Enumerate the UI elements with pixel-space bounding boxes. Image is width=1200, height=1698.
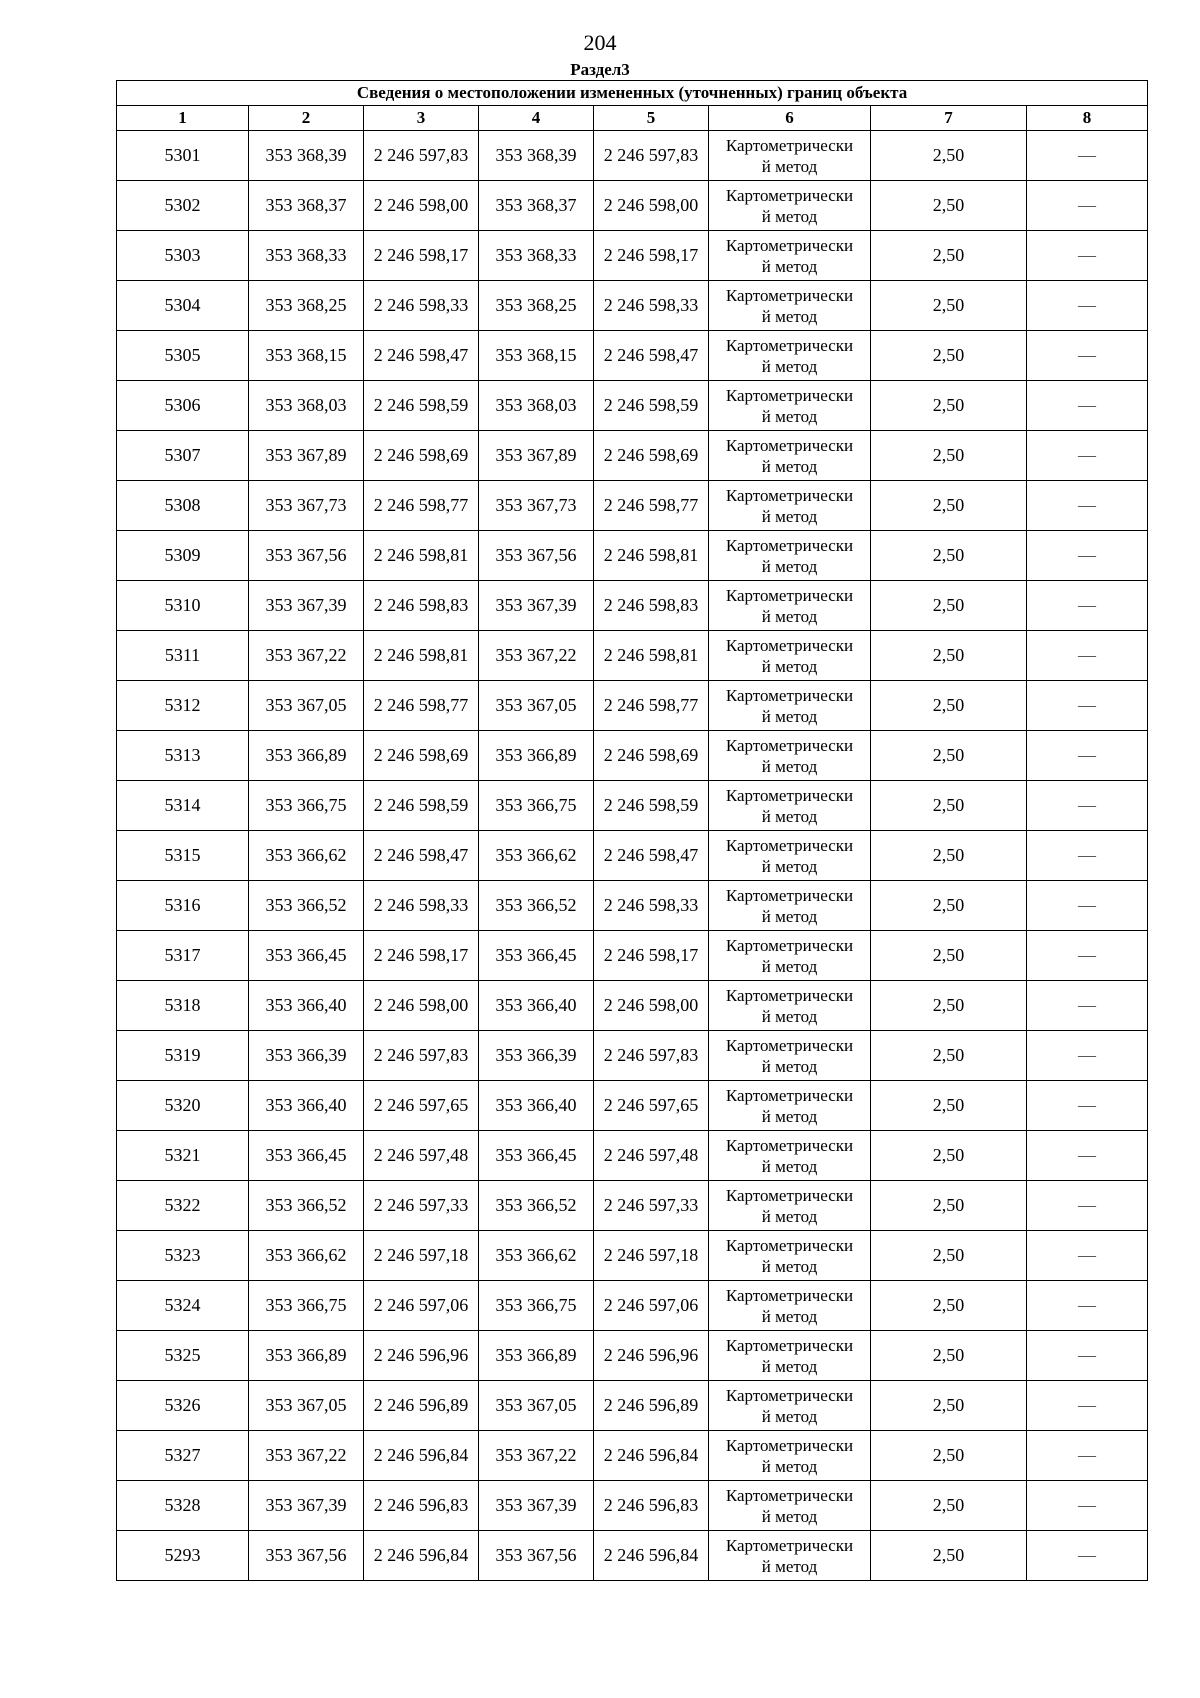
table-row [117, 1481, 1148, 1531]
cell-x-new: 353 366,62 [479, 1231, 594, 1281]
cell-precision: 2,50 [871, 131, 1027, 181]
cell-y-new: 2 246 598,77 [594, 481, 709, 531]
table-row [117, 831, 1148, 881]
cell-x-new: 353 366,52 [479, 1181, 594, 1231]
cell-y-existing: 2 246 597,33 [364, 1181, 479, 1231]
cell-y-existing: 2 246 597,83 [364, 131, 479, 181]
cell-method: Картометрически й метод [709, 1531, 871, 1581]
cell-method: Картометрически й метод [709, 331, 871, 381]
cell-point-number: 5303 [117, 231, 249, 281]
cell-precision: 2,50 [871, 1531, 1027, 1581]
cell-x-new: 353 366,45 [479, 1131, 594, 1181]
cell-x-new: 353 367,05 [479, 1381, 594, 1431]
cell-x-existing: 353 368,39 [249, 131, 364, 181]
table-row [117, 781, 1148, 831]
cell-precision: 2,50 [871, 1281, 1027, 1331]
table-row [117, 581, 1148, 631]
cell-method: Картометрически й метод [709, 781, 871, 831]
cell-description: — [1027, 281, 1148, 331]
cell-y-existing: 2 246 598,77 [364, 681, 479, 731]
cell-description: — [1027, 131, 1148, 181]
cell-x-existing: 353 367,73 [249, 481, 364, 531]
cell-precision: 2,50 [871, 981, 1027, 1031]
cell-method: Картометрически й метод [709, 1381, 871, 1431]
cell-method: Картометрически й метод [709, 181, 871, 231]
table-row [117, 1531, 1148, 1581]
cell-method: Картометрически й метод [709, 481, 871, 531]
cell-method: Картометрически й метод [709, 881, 871, 931]
page-number: 204 [583, 30, 617, 55]
cell-y-existing: 2 246 596,89 [364, 1381, 479, 1431]
cell-precision: 2,50 [871, 431, 1027, 481]
cell-method: Картометрически й метод [709, 281, 871, 331]
cell-y-existing: 2 246 596,84 [364, 1431, 479, 1481]
cell-point-number: 5305 [117, 331, 249, 381]
cell-x-existing: 353 366,40 [249, 1081, 364, 1131]
cell-point-number: 5304 [117, 281, 249, 331]
cell-y-new: 2 246 598,17 [594, 931, 709, 981]
cell-point-number: 5309 [117, 531, 249, 581]
cell-x-existing: 353 367,39 [249, 581, 364, 631]
cell-precision: 2,50 [871, 381, 1027, 431]
cell-x-new: 353 366,62 [479, 831, 594, 881]
table-row [117, 1131, 1148, 1181]
cell-point-number: 5313 [117, 731, 249, 781]
cell-x-new: 353 367,56 [479, 531, 594, 581]
cell-y-existing: 2 246 596,84 [364, 1531, 479, 1581]
cell-x-new: 353 366,75 [479, 781, 594, 831]
cell-description: — [1027, 781, 1148, 831]
table-row [117, 381, 1148, 431]
column-header-5: 5 [594, 106, 709, 131]
cell-method: Картометрически й метод [709, 131, 871, 181]
cell-x-existing: 353 366,89 [249, 731, 364, 781]
cell-description: — [1027, 481, 1148, 531]
cell-description: — [1027, 881, 1148, 931]
cell-x-existing: 353 366,45 [249, 931, 364, 981]
cell-x-existing: 353 366,39 [249, 1031, 364, 1081]
cell-x-existing: 353 368,33 [249, 231, 364, 281]
cell-x-existing: 353 367,22 [249, 631, 364, 681]
cell-x-existing: 353 366,45 [249, 1131, 364, 1181]
cell-y-existing: 2 246 596,96 [364, 1331, 479, 1381]
cell-description: — [1027, 1181, 1148, 1231]
cell-x-new: 353 367,22 [479, 1431, 594, 1481]
cell-precision: 2,50 [871, 881, 1027, 931]
cell-y-existing: 2 246 598,83 [364, 581, 479, 631]
cell-precision: 2,50 [871, 231, 1027, 281]
cell-point-number: 5325 [117, 1331, 249, 1381]
cell-point-number: 5322 [117, 1181, 249, 1231]
cell-precision: 2,50 [871, 631, 1027, 681]
cell-description: — [1027, 831, 1148, 881]
cell-y-new: 2 246 598,81 [594, 631, 709, 681]
cell-x-new: 353 367,73 [479, 481, 594, 531]
cell-point-number: 5293 [117, 1531, 249, 1581]
cell-point-number: 5328 [117, 1481, 249, 1531]
cell-precision: 2,50 [871, 931, 1027, 981]
cell-x-new: 353 366,45 [479, 931, 594, 981]
cell-y-new: 2 246 597,65 [594, 1081, 709, 1131]
column-header-6: 6 [709, 106, 871, 131]
cell-x-new: 353 367,39 [479, 581, 594, 631]
cell-y-new: 2 246 598,47 [594, 331, 709, 381]
cell-y-new: 2 246 598,00 [594, 181, 709, 231]
cell-y-new: 2 246 598,00 [594, 981, 709, 1031]
cell-precision: 2,50 [871, 1481, 1027, 1531]
table-row [117, 631, 1148, 681]
table-row [117, 281, 1148, 331]
cell-y-existing: 2 246 598,00 [364, 181, 479, 231]
cell-point-number: 5306 [117, 381, 249, 431]
table-row [117, 1331, 1148, 1381]
cell-x-new: 353 366,52 [479, 881, 594, 931]
cell-point-number: 5310 [117, 581, 249, 631]
table-row [117, 731, 1148, 781]
cell-x-new: 353 368,33 [479, 231, 594, 281]
column-header-3: 3 [364, 106, 479, 131]
cell-x-new: 353 368,37 [479, 181, 594, 231]
cell-method: Картометрически й метод [709, 981, 871, 1031]
cell-y-new: 2 246 596,84 [594, 1531, 709, 1581]
cell-x-new: 353 366,39 [479, 1031, 594, 1081]
cell-precision: 2,50 [871, 1431, 1027, 1481]
cell-precision: 2,50 [871, 1181, 1027, 1231]
cell-point-number: 5307 [117, 431, 249, 481]
cell-x-new: 353 368,39 [479, 131, 594, 181]
cell-y-new: 2 246 596,89 [594, 1381, 709, 1431]
cell-method: Картометрически й метод [709, 1131, 871, 1181]
cell-y-new: 2 246 597,18 [594, 1231, 709, 1281]
cell-y-new: 2 246 596,83 [594, 1481, 709, 1531]
cell-description: — [1027, 431, 1148, 481]
cell-y-new: 2 246 597,33 [594, 1181, 709, 1231]
cell-description: — [1027, 331, 1148, 381]
table-row [117, 1431, 1148, 1481]
cell-point-number: 5320 [117, 1081, 249, 1131]
cell-point-number: 5324 [117, 1281, 249, 1331]
cell-x-new: 353 366,89 [479, 1331, 594, 1381]
cell-x-existing: 353 367,89 [249, 431, 364, 481]
cell-y-existing: 2 246 598,47 [364, 331, 479, 381]
cell-point-number: 5327 [117, 1431, 249, 1481]
cell-point-number: 5312 [117, 681, 249, 731]
cell-y-new: 2 246 598,59 [594, 381, 709, 431]
cell-y-existing: 2 246 597,48 [364, 1131, 479, 1181]
cell-method: Картометрически й метод [709, 581, 871, 631]
cell-y-existing: 2 246 598,00 [364, 981, 479, 1031]
table-caption-row [117, 81, 1148, 106]
column-header-4: 4 [479, 106, 594, 131]
cell-method: Картометрически й метод [709, 1281, 871, 1331]
cell-x-existing: 353 367,56 [249, 531, 364, 581]
table-row [117, 131, 1148, 181]
cell-point-number: 5302 [117, 181, 249, 231]
cell-method: Картометрически й метод [709, 731, 871, 781]
boundary-coordinates-table [116, 80, 1148, 1581]
table-row [117, 1281, 1148, 1331]
cell-method: Картометрически й метод [709, 1231, 871, 1281]
table-row [117, 1381, 1148, 1431]
column-header-2: 2 [249, 106, 364, 131]
column-header-7: 7 [871, 106, 1027, 131]
cell-x-new: 353 367,56 [479, 1531, 594, 1581]
cell-y-new: 2 246 597,48 [594, 1131, 709, 1181]
cell-x-existing: 353 366,62 [249, 831, 364, 881]
cell-description: — [1027, 1531, 1148, 1581]
cell-x-existing: 353 368,37 [249, 181, 364, 231]
cell-x-existing: 353 366,75 [249, 781, 364, 831]
cell-precision: 2,50 [871, 181, 1027, 231]
cell-method: Картометрически й метод [709, 381, 871, 431]
table-row [117, 1231, 1148, 1281]
cell-method: Картометрически й метод [709, 1431, 871, 1481]
cell-method: Картометрически й метод [709, 431, 871, 481]
cell-x-existing: 353 367,39 [249, 1481, 364, 1531]
cell-y-new: 2 246 598,77 [594, 681, 709, 731]
cell-method: Картометрически й метод [709, 231, 871, 281]
cell-y-new: 2 246 598,59 [594, 781, 709, 831]
table-row [117, 531, 1148, 581]
cell-y-new: 2 246 598,69 [594, 431, 709, 481]
cell-precision: 2,50 [871, 281, 1027, 331]
cell-description: — [1027, 381, 1148, 431]
cell-point-number: 5314 [117, 781, 249, 831]
cell-y-new: 2 246 598,47 [594, 831, 709, 881]
cell-point-number: 5321 [117, 1131, 249, 1181]
cell-x-new: 353 368,03 [479, 381, 594, 431]
cell-x-new: 353 366,75 [479, 1281, 594, 1331]
cell-description: — [1027, 981, 1148, 1031]
cell-y-new: 2 246 597,83 [594, 1031, 709, 1081]
table-body [117, 131, 1148, 1581]
cell-y-existing: 2 246 598,69 [364, 431, 479, 481]
cell-method: Картометрически й метод [709, 631, 871, 681]
cell-point-number: 5311 [117, 631, 249, 681]
cell-description: — [1027, 1481, 1148, 1531]
cell-description: — [1027, 1431, 1148, 1481]
cell-x-new: 353 366,40 [479, 981, 594, 1031]
cell-precision: 2,50 [871, 831, 1027, 881]
cell-precision: 2,50 [871, 781, 1027, 831]
cell-y-new: 2 246 598,83 [594, 581, 709, 631]
cell-precision: 2,50 [871, 731, 1027, 781]
cell-precision: 2,50 [871, 1031, 1027, 1081]
cell-point-number: 5315 [117, 831, 249, 881]
cell-x-existing: 353 367,05 [249, 1381, 364, 1431]
cell-y-existing: 2 246 598,59 [364, 381, 479, 431]
cell-description: — [1027, 581, 1148, 631]
cell-description: — [1027, 1331, 1148, 1381]
cell-precision: 2,50 [871, 581, 1027, 631]
cell-description: — [1027, 231, 1148, 281]
cell-y-existing: 2 246 597,18 [364, 1231, 479, 1281]
cell-method: Картометрически й метод [709, 681, 871, 731]
cell-y-existing: 2 246 598,69 [364, 731, 479, 781]
table-caption: Сведения о местоположении измененных (уточненных) границ объекта [117, 81, 1148, 106]
cell-y-existing: 2 246 597,06 [364, 1281, 479, 1331]
cell-y-new: 2 246 596,96 [594, 1331, 709, 1381]
cell-y-existing: 2 246 598,17 [364, 931, 479, 981]
section-label: Раздел3 [570, 60, 630, 79]
table-row [117, 1031, 1148, 1081]
cell-description: — [1027, 681, 1148, 731]
cell-y-existing: 2 246 598,17 [364, 231, 479, 281]
cell-description: — [1027, 181, 1148, 231]
cell-point-number: 5316 [117, 881, 249, 931]
cell-x-new: 353 366,89 [479, 731, 594, 781]
cell-point-number: 5319 [117, 1031, 249, 1081]
table-row [117, 231, 1148, 281]
cell-method: Картометрически й метод [709, 831, 871, 881]
cell-x-new: 353 368,15 [479, 331, 594, 381]
cell-x-existing: 353 366,52 [249, 881, 364, 931]
cell-x-existing: 353 368,03 [249, 381, 364, 431]
cell-description: — [1027, 1131, 1148, 1181]
cell-y-new: 2 246 596,84 [594, 1431, 709, 1481]
cell-y-new: 2 246 598,69 [594, 731, 709, 781]
cell-description: — [1027, 731, 1148, 781]
table-row [117, 981, 1148, 1031]
cell-y-new: 2 246 597,06 [594, 1281, 709, 1331]
cell-x-existing: 353 366,75 [249, 1281, 364, 1331]
cell-method: Картометрически й метод [709, 1481, 871, 1531]
cell-x-new: 353 367,05 [479, 681, 594, 731]
cell-precision: 2,50 [871, 1131, 1027, 1181]
cell-method: Картометрически й метод [709, 1331, 871, 1381]
cell-precision: 2,50 [871, 1381, 1027, 1431]
cell-y-existing: 2 246 598,81 [364, 531, 479, 581]
cell-point-number: 5323 [117, 1231, 249, 1281]
table-header-row [117, 106, 1148, 131]
cell-x-new: 353 367,89 [479, 431, 594, 481]
table-row [117, 1181, 1148, 1231]
cell-precision: 2,50 [871, 531, 1027, 581]
cell-y-existing: 2 246 598,81 [364, 631, 479, 681]
table-row [117, 181, 1148, 231]
table-row [117, 481, 1148, 531]
cell-x-existing: 353 368,15 [249, 331, 364, 381]
cell-x-existing: 353 366,52 [249, 1181, 364, 1231]
cell-y-existing: 2 246 596,83 [364, 1481, 479, 1531]
table-row [117, 331, 1148, 381]
cell-description: — [1027, 1081, 1148, 1131]
cell-precision: 2,50 [871, 1231, 1027, 1281]
cell-y-new: 2 246 598,33 [594, 281, 709, 331]
cell-x-existing: 353 367,05 [249, 681, 364, 731]
table-row [117, 931, 1148, 981]
cell-y-new: 2 246 598,33 [594, 881, 709, 931]
cell-y-existing: 2 246 598,33 [364, 881, 479, 931]
column-header-1: 1 [117, 106, 249, 131]
cell-description: — [1027, 631, 1148, 681]
cell-precision: 2,50 [871, 1331, 1027, 1381]
cell-x-new: 353 368,25 [479, 281, 594, 331]
cell-point-number: 5326 [117, 1381, 249, 1431]
cell-method: Картометрически й метод [709, 931, 871, 981]
cell-point-number: 5301 [117, 131, 249, 181]
cell-y-existing: 2 246 597,65 [364, 1081, 479, 1131]
cell-description: — [1027, 1281, 1148, 1331]
cell-x-existing: 353 366,89 [249, 1331, 364, 1381]
cell-point-number: 5318 [117, 981, 249, 1031]
cell-x-existing: 353 366,40 [249, 981, 364, 1031]
column-header-8: 8 [1027, 106, 1148, 131]
cell-method: Картометрически й метод [709, 1031, 871, 1081]
table-row [117, 881, 1148, 931]
cell-y-existing: 2 246 598,33 [364, 281, 479, 331]
cell-x-new: 353 367,39 [479, 1481, 594, 1531]
cell-precision: 2,50 [871, 681, 1027, 731]
cell-x-existing: 353 368,25 [249, 281, 364, 331]
cell-x-existing: 353 366,62 [249, 1231, 364, 1281]
cell-description: — [1027, 1231, 1148, 1281]
table-row [117, 431, 1148, 481]
cell-method: Картометрически й метод [709, 1081, 871, 1131]
table-row [117, 1081, 1148, 1131]
cell-y-new: 2 246 598,17 [594, 231, 709, 281]
cell-x-existing: 353 367,56 [249, 1531, 364, 1581]
cell-x-new: 353 366,40 [479, 1081, 594, 1131]
cell-y-existing: 2 246 598,47 [364, 831, 479, 881]
cell-method: Картометрически й метод [709, 531, 871, 581]
cell-description: — [1027, 531, 1148, 581]
cell-precision: 2,50 [871, 1081, 1027, 1131]
cell-y-new: 2 246 598,81 [594, 531, 709, 581]
cell-y-existing: 2 246 597,83 [364, 1031, 479, 1081]
cell-x-existing: 353 367,22 [249, 1431, 364, 1481]
cell-description: — [1027, 931, 1148, 981]
table-row [117, 681, 1148, 731]
cell-description: — [1027, 1031, 1148, 1081]
cell-point-number: 5317 [117, 931, 249, 981]
cell-y-existing: 2 246 598,77 [364, 481, 479, 531]
cell-point-number: 5308 [117, 481, 249, 531]
cell-precision: 2,50 [871, 481, 1027, 531]
cell-y-existing: 2 246 598,59 [364, 781, 479, 831]
cell-method: Картометрически й метод [709, 1181, 871, 1231]
cell-y-new: 2 246 597,83 [594, 131, 709, 181]
cell-description: — [1027, 1381, 1148, 1431]
cell-precision: 2,50 [871, 331, 1027, 381]
cell-x-new: 353 367,22 [479, 631, 594, 681]
